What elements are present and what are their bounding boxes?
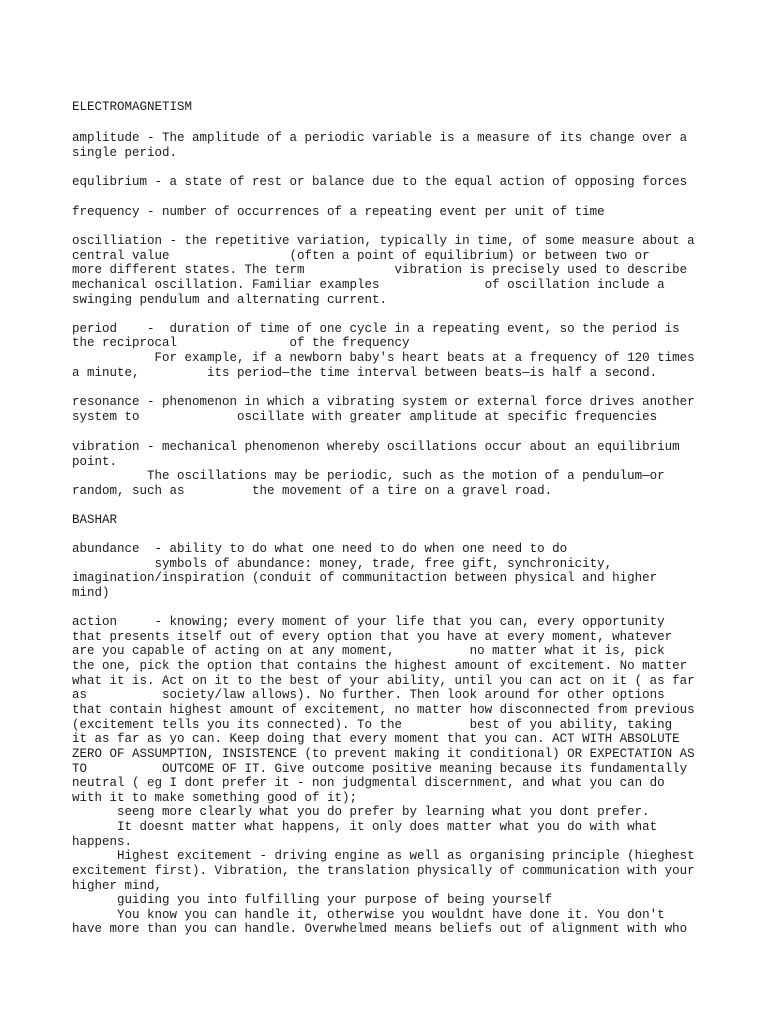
text-line: equlibrium - a state of rest or balance due to the equal action of opposing forces: [72, 175, 688, 189]
text-line: The oscillations may be periodic, such as the motion of a pendulum—or: [72, 469, 665, 483]
text-line: central value (often a point of equilibrium) or between two or: [72, 249, 650, 263]
text-line: more different states. The term vibration is precisely used to describe: [72, 263, 688, 277]
text-line: ZERO OF ASSUMPTION, INSISTENCE (to prevent making it conditional) OR EXPECTATION AS: [72, 747, 695, 761]
text-line: that presents itself out of every option that you have at every moment, whatever: [72, 630, 673, 644]
text-line: a minute, its period—the time interval between beats—is half a second.: [72, 366, 658, 380]
text-line: guiding you into fulfilling your purpose of being yourself: [72, 893, 553, 907]
text-line: frequency - number of occurrences of a repeating event per unit of time: [72, 205, 605, 219]
text-line: oscilliation - the repetitive variation, typically in time, of some measure about a: [72, 234, 695, 248]
text-line: single period.: [72, 146, 178, 160]
text-line: swinging pendulum and alternating current.: [72, 293, 388, 307]
text-line: are you capable of acting on at any moment, no matter what it is, pick: [72, 644, 665, 658]
text-line: it as far as yo can. Keep doing that every moment that you can. ACT WITH ABSOLUTE: [72, 732, 680, 746]
text-line: symbols of abundance: money, trade, free gift, synchronicity,: [72, 557, 613, 571]
text-line: For example, if a newborn baby's heart beats at a frequency of 120 times: [72, 351, 695, 365]
section-heading-bashar: BASHAR: [72, 513, 118, 527]
text-line: random, such as the movement of a tire on a gravel road.: [72, 484, 553, 498]
text-line: vibration - mechanical phenomenon whereby oscillations occur about an equilibrium: [72, 440, 680, 454]
text-line: higher mind,: [72, 879, 163, 893]
text-line: happens.: [72, 835, 133, 849]
text-line: the reciprocal of the frequency: [72, 336, 410, 350]
text-line: seeng more clearly what you do prefer by learning what you dont prefer.: [72, 805, 650, 819]
text-line: have more than you can handle. Overwhelmed means beliefs out of alignment with who: [72, 922, 688, 936]
text-line: TO OUTCOME OF IT. Give outcome positive meaning because its fundamentally: [72, 762, 688, 776]
text-line: imagination/inspiration (conduit of communitaction between physical and higher: [72, 571, 658, 585]
text-line: system to oscillate with greater amplitude at specific frequencies: [72, 410, 658, 424]
text-line: resonance - phenomenon in which a vibrating system or external force drives another: [72, 395, 695, 409]
text-line: amplitude - The amplitude of a periodic variable is a measure of its change over a: [72, 131, 688, 145]
text-line: You know you can handle it, otherwise you wouldnt have done it. You don't: [72, 908, 665, 922]
text-line: action - knowing; every moment of your life that you can, every opportunity: [72, 615, 665, 629]
text-line: what it is. Act on it to the best of your ability, until you can act on it ( as far: [72, 674, 695, 688]
text-line: with it to make something good of it);: [72, 791, 358, 805]
text-line: excitement first). Vibration, the translation physically of communication with your: [72, 864, 695, 878]
text-line: (excitement tells you its connected). To the best of you ability, taking: [72, 718, 673, 732]
text-line: mechanical oscillation. Familiar examples of oscillation include a: [72, 278, 665, 292]
text-line: that contain highest amount of excitement, no matter how disconnected from previous: [72, 703, 695, 717]
text-line: point.: [72, 455, 118, 469]
text-line: abundance - ability to do what one need to do when one need to do: [72, 542, 568, 556]
text-line: mind): [72, 586, 110, 600]
text-line: Highest excitement - driving engine as well as organising principle (hieghest: [72, 849, 695, 863]
section-heading-electromagnetism: ELECTROMAGNETISM: [72, 100, 193, 114]
text-line: neutral ( eg I dont prefer it - non judgmental discernment, and what you can do: [72, 776, 665, 790]
text-line: the one, pick the option that contains the highest amount of excitement. No matter: [72, 659, 688, 673]
text-line: period - duration of time of one cycle in a repeating event, so the period is: [72, 322, 680, 336]
text-line: It doesnt matter what happens, it only does matter what you do with what: [72, 820, 658, 834]
text-line: as society/law allows). No further. Then look around for other options: [72, 688, 665, 702]
